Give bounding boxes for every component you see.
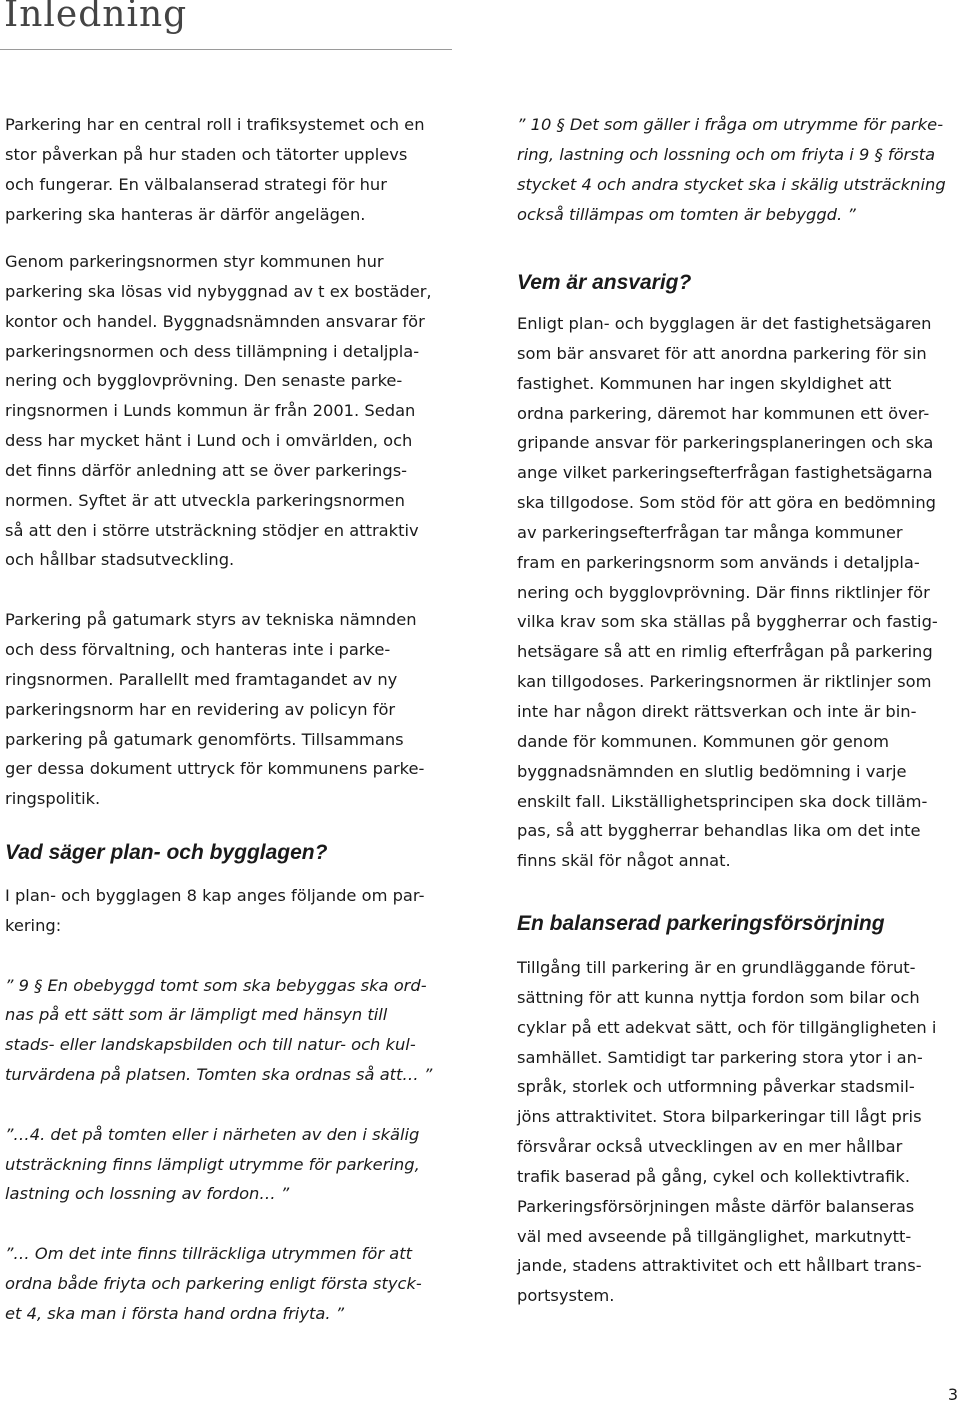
text-line: parkering ska hanteras är därför angelägen. <box>5 204 366 224</box>
text-line: ange vilket parkeringsefterfrågan fastighetsägarna <box>517 463 933 483</box>
text-line: ger dessa dokument uttryck för kommunens parke- <box>5 759 425 779</box>
text-line: väl med avseende på tillgänglighet, markutnytt- <box>517 1226 912 1246</box>
heading-balanced-supply: En balanserad parkeringsförsörjning <box>517 912 885 935</box>
paragraph-parking-norm <box>5 247 455 575</box>
quote-10-paragraph <box>517 110 957 229</box>
text-line: inte har någon direkt rättsverkan och inte är bin- <box>517 701 917 721</box>
text-line: byggnadsnämnden en slutlig bedömning i varje <box>517 761 907 781</box>
heading-pbl: Vad säger plan- och bygglagen? <box>5 841 328 864</box>
text-line: parkeringsnormen och dess tillämpning i detaljpla- <box>5 341 420 361</box>
text-line: trafik baserad på gång, cykel och kollektivtrafik. <box>517 1166 911 1186</box>
text-line: ”…4. det på tomten eller i närheten av den i skälig <box>5 1124 420 1144</box>
text-line: stads- eller landskapsbilden och till natur- och kul- <box>5 1035 416 1055</box>
text-line: stor påverkan på hur staden och tätorter upplevs <box>5 144 408 164</box>
right-column-responsibility <box>517 309 957 876</box>
text-line: också tillämpas om tomten är bebyggd. ” <box>517 204 856 224</box>
text-line: ordna parkering, däremot har kommunen ett över- <box>517 403 930 423</box>
text-line: kering: <box>5 915 62 935</box>
text-line: finns skäl för något annat. <box>517 851 731 871</box>
quote-item-4 <box>5 1120 455 1210</box>
right-column-balance <box>517 953 957 1311</box>
page-number: 3 <box>947 1385 958 1404</box>
text-line: sättning för att kunna nyttja fordon som bilar och <box>517 987 920 1007</box>
text-line: Enligt plan- och bygglagen är det fastighetsägaren <box>517 314 932 333</box>
text-line: så att den i större utsträckning stödjer en attraktiv <box>5 520 419 540</box>
left-column-body <box>5 247 455 814</box>
text-line: cyklar på ett adekvat sätt, och för tillgängligheten i <box>517 1017 937 1037</box>
paragraph-balanced-supply <box>517 953 957 1311</box>
text-line: nering och bygglovprövning. Där finns riktlinjer för <box>517 582 930 602</box>
text-line: nas på ett sätt som är lämpligt med hänsyn till <box>5 1005 388 1025</box>
text-line: jande, stadens attraktivitet och ett hållbart trans- <box>517 1256 922 1276</box>
text-line: ”… Om det inte finns tillräckliga utrymmen för att <box>5 1244 412 1264</box>
text-line: et 4, ska man i första hand ordna friyta. ” <box>5 1303 345 1323</box>
text-line: av parkeringsefterfrågan tar många kommuner <box>517 522 903 542</box>
heading-responsibility: Vem är ansvarig? <box>517 271 692 294</box>
text-line: det finns därför anledning att se över parkerings- <box>5 460 408 480</box>
right-column-responsibility-heading <box>517 268 957 298</box>
quote-friyta <box>5 1239 455 1329</box>
text-line: och fungerar. En välbalanserad strategi för hur <box>5 174 387 194</box>
text-line: turvärdena på platsen. Tomten ska ordnas så att… ” <box>5 1065 433 1085</box>
text-line: ” 10 § Det som gäller i fråga om utrymme för parke- <box>517 115 944 134</box>
text-line: lastning och lossning av fordon… ” <box>5 1184 290 1204</box>
text-line: ” 9 § En obebyggd tomt som ska bebyggas ska ord- <box>5 975 427 995</box>
text-line: I plan- och bygglagen 8 kap anges följande om par- <box>5 886 425 905</box>
text-line: och hållbar stadsutveckling. <box>5 550 235 570</box>
text-line: språk, storlek och utformning påverkar stadsmil- <box>517 1077 915 1097</box>
text-line: parkering på gatumark genomförts. Tillsammans <box>5 729 404 749</box>
text-line: utsträckning finns lämpligt utrymme för parkering, <box>5 1154 420 1174</box>
text-line: Parkering på gatumark styrs av tekniska nämnden <box>5 610 417 630</box>
text-line: ordna både friyta och parkering enligt första styck- <box>5 1273 422 1293</box>
text-line: kan tillgodoses. Parkeringsnormen är riktlinjer som <box>517 672 932 692</box>
text-line: som bär ansvaret för att anordna parkering för sin <box>517 343 927 363</box>
text-line: samhället. Samtidigt tar parkering stora ytor i an- <box>517 1047 923 1067</box>
text-line: parkeringsnorm har en revidering av policyn för <box>5 699 396 719</box>
text-line: ska tillgodose. Som stöd för att göra en bedömning <box>517 493 936 513</box>
text-line: normen. Syftet är att utveckla parkeringsnormen <box>5 490 405 510</box>
text-line: fram en parkeringsnorm som används i detaljpla- <box>517 552 920 572</box>
text-line: enskilt fall. Likställighetsprincipen ska dock tilläm- <box>517 791 928 811</box>
text-line: portsystem. <box>517 1286 615 1306</box>
text-line: vilka krav som ska ställas på byggherrar och fastig- <box>517 612 938 632</box>
text-line: och dess förvaltning, och hanteras inte i parke- <box>5 639 391 659</box>
title-divider <box>0 49 452 50</box>
right-column-balance-heading <box>517 909 957 939</box>
text-line: stycket 4 och andra stycket ska i skälig utsträckning <box>517 174 946 194</box>
text-line: ring, lastning och lossning och om friyta i 9 § första <box>517 144 936 164</box>
text-line: Parkering har en central roll i trafiksystemet och en <box>5 115 425 134</box>
left-column-pbl <box>5 838 455 868</box>
left-column <box>5 110 455 229</box>
paragraph-intro <box>5 110 455 229</box>
text-line: pas, så att byggherrar behandlas lika om det inte <box>517 821 921 841</box>
text-line: fastighet. Kommunen har ingen skyldighet att <box>517 373 892 393</box>
paragraph-responsibility <box>517 309 957 876</box>
text-line: jöns attraktivitet. Stora bilparkeringar till lågt pris <box>517 1107 922 1127</box>
right-column <box>517 110 957 229</box>
text-line: dess har mycket hänt i Lund och i omvärlden, och <box>5 431 413 451</box>
page-title: Inledning <box>4 0 188 35</box>
text-line: ringspolitik. <box>5 789 101 809</box>
text-line: nering och bygglovprövning. Den senaste parke- <box>5 371 403 391</box>
paragraph-street-parking <box>5 605 455 814</box>
paragraph-pbl-intro <box>5 881 455 941</box>
text-line: Parkeringsförsörjningen måste därför balanseras <box>517 1196 915 1216</box>
text-line: parkering ska lösas vid nybyggnad av t ex bostäder, <box>5 281 432 301</box>
text-line: Tillgång till parkering är en grundläggande förut- <box>517 958 916 977</box>
text-line: hetsägare så att en rimlig efterfrågan på parkering <box>517 642 933 662</box>
text-line: kontor och handel. Byggnadsnämnden ansvarar för <box>5 311 425 331</box>
text-line: Genom parkeringsnormen styr kommunen hur <box>5 252 384 271</box>
text-line: gripande ansvar för parkeringsplaneringen och ska <box>517 433 934 453</box>
text-line: försvårar också utvecklingen av en mer hållbar <box>517 1137 903 1157</box>
left-column-pbl-body <box>5 881 455 1329</box>
text-line: dande för kommunen. Kommunen gör genom <box>517 731 889 751</box>
text-line: ringsnormen i Lunds kommun är från 2001. Sedan <box>5 401 416 421</box>
quote-9-paragraph <box>5 971 455 1090</box>
text-line: ringsnormen. Parallellt med framtagandet av ny <box>5 669 398 689</box>
